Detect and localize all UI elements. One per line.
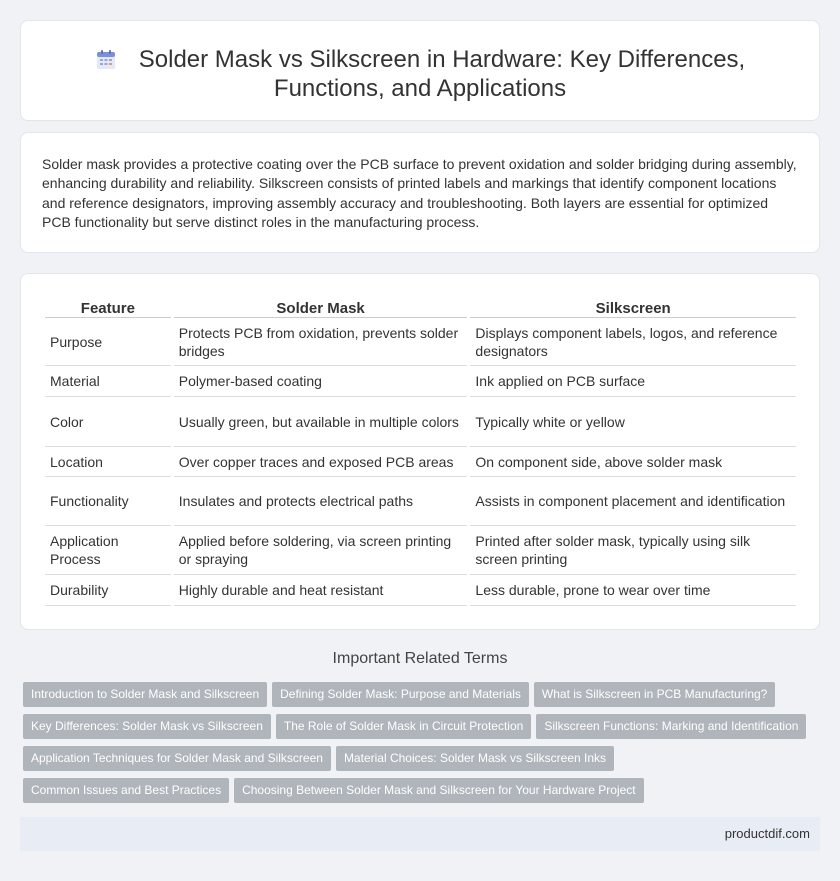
table-row <box>45 318 796 366</box>
feature-cell: Durability <box>45 575 171 606</box>
solder-mask-cell: Usually green, but available in multiple colors <box>174 397 468 447</box>
related-term-link[interactable]: What is Silkscreen in PCB Manufacturing? <box>534 682 775 707</box>
feature-cell: Application Process <box>45 526 171 575</box>
solder-mask-cell: Highly durable and heat resistant <box>174 575 468 606</box>
related-term-link[interactable]: Defining Solder Mask: Purpose and Materials <box>272 682 529 707</box>
table-row <box>45 447 796 477</box>
related-term-link[interactable]: The Role of Solder Mask in Circuit Protection <box>276 714 531 739</box>
related-term-link[interactable]: Material Choices: Solder Mask vs Silkscreen Inks <box>336 746 614 771</box>
comparison-table <box>42 296 799 606</box>
solder-mask-cell: Insulates and protects electrical paths <box>174 477 468 526</box>
table-row <box>45 477 796 526</box>
related-term-link[interactable]: Application Techniques for Solder Mask and Silkscreen <box>23 746 331 771</box>
feature-cell: Material <box>45 366 171 397</box>
silkscreen-cell: On component side, above solder mask <box>470 447 796 477</box>
intro-card <box>20 132 820 253</box>
silkscreen-cell: Less durable, prone to wear over time <box>470 575 796 606</box>
title-card <box>20 20 820 121</box>
site-name[interactable]: productdif.com <box>724 826 810 841</box>
table-row <box>45 397 796 447</box>
table-header-row <box>45 296 796 318</box>
header-solder-mask: Solder Mask <box>174 296 468 318</box>
silkscreen-cell: Typically white or yellow <box>470 397 796 447</box>
solder-mask-cell: Polymer-based coating <box>174 366 468 397</box>
header-silkscreen: Silkscreen <box>470 296 796 318</box>
solder-mask-cell: Applied before soldering, via screen printing or spraying <box>174 526 468 575</box>
feature-cell: Purpose <box>45 318 171 366</box>
silkscreen-cell: Printed after solder mask, typically using silk screen printing <box>470 526 796 575</box>
feature-cell: Functionality <box>45 477 171 526</box>
related-term-link[interactable]: Silkscreen Functions: Marking and Identification <box>536 714 806 739</box>
feature-cell: Color <box>45 397 171 447</box>
related-terms-heading: Important Related Terms <box>332 650 508 667</box>
footer-bar <box>20 817 820 851</box>
table-row <box>45 366 796 397</box>
related-terms-list <box>23 682 823 810</box>
related-term-link[interactable]: Common Issues and Best Practices <box>23 778 229 803</box>
header-feature: Feature <box>45 296 171 318</box>
silkscreen-cell: Assists in component placement and identification <box>470 477 796 526</box>
solder-mask-cell: Over copper traces and exposed PCB areas <box>174 447 468 477</box>
related-term-link[interactable]: Choosing Between Solder Mask and Silkscreen for Your Hardware Project <box>234 778 644 803</box>
feature-cell: Location <box>45 447 171 477</box>
silkscreen-cell: Ink applied on PCB surface <box>470 366 796 397</box>
silkscreen-cell: Displays component labels, logos, and reference designators <box>470 318 796 366</box>
calendar-icon <box>95 49 117 71</box>
related-term-link[interactable]: Introduction to Solder Mask and Silkscreen <box>23 682 267 707</box>
solder-mask-cell: Protects PCB from oxidation, prevents solder bridges <box>174 318 468 366</box>
intro-paragraph: Solder mask provides a protective coating over the PCB surface to prevent oxidation and solder bridging during assembly, enhancing durability and reliability. Silkscreen consists of printed labels and markings that identify component locations and reference designators, improving assembly accuracy and troubleshooting. Both layers are essential for optimized PCB functionality but serve distinct roles in the manufacturing process. <box>42 156 797 230</box>
table-row <box>45 575 796 606</box>
comparison-card <box>20 273 820 630</box>
table-row <box>45 526 796 575</box>
related-term-link[interactable]: Key Differences: Solder Mask vs Silkscreen <box>23 714 271 739</box>
page-title: Solder Mask vs Silkscreen in Hardware: Key Differences, Functions, and Applications <box>138 46 746 102</box>
